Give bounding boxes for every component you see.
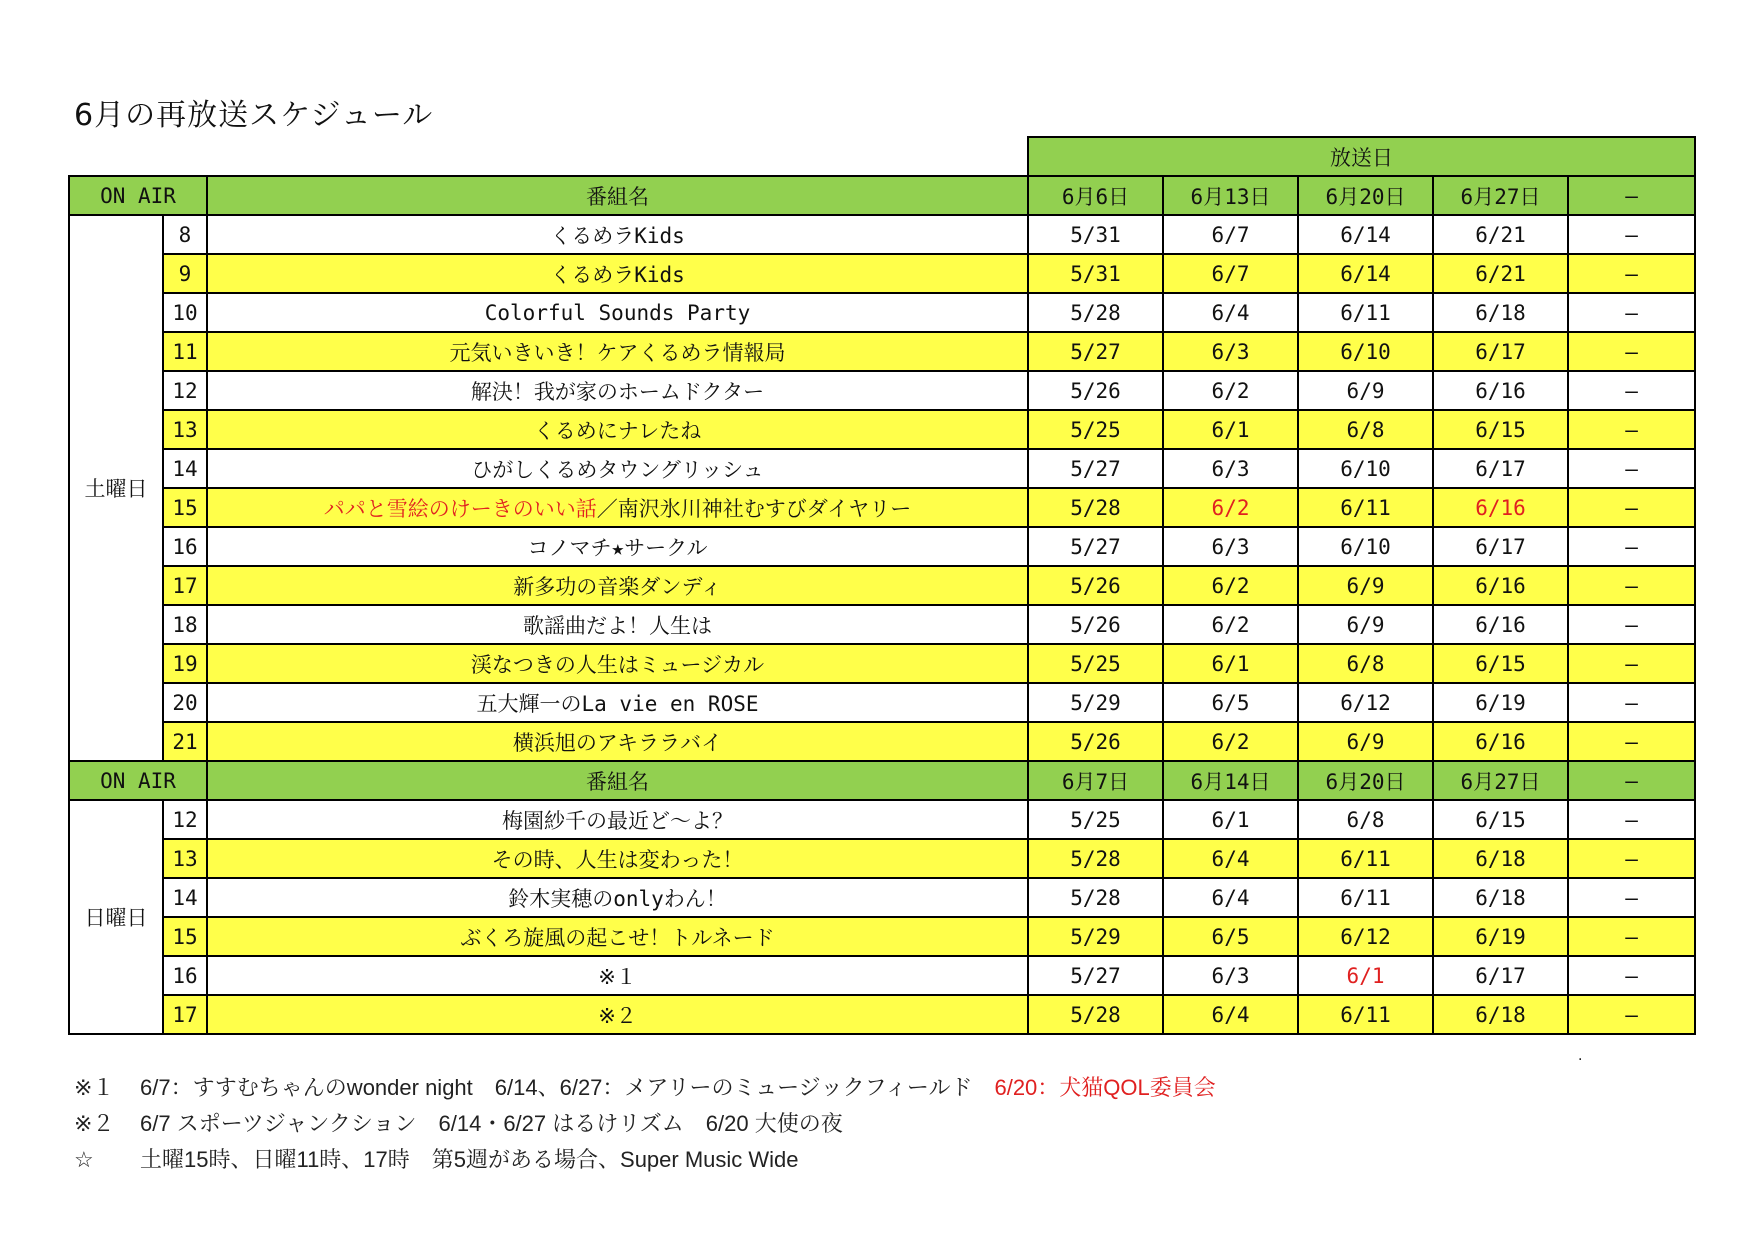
rebroadcast-date-cell: 6/12 xyxy=(1298,683,1433,722)
dash-cell: — xyxy=(1568,683,1695,722)
hour-cell: 13 xyxy=(163,410,207,449)
rebroadcast-date-cell: 5/27 xyxy=(1028,449,1163,488)
rebroadcast-date-cell: 6/11 xyxy=(1298,293,1433,332)
hour-cell: 18 xyxy=(163,605,207,644)
program-name-cell: コノマチ★サークル xyxy=(207,527,1028,566)
date-column-header: 6月7日 xyxy=(1028,761,1163,800)
hour-cell: 12 xyxy=(163,800,207,839)
date-column-header: 6月27日 xyxy=(1433,761,1568,800)
dash-cell: — xyxy=(1568,878,1695,917)
rebroadcast-date-cell: 6/2 xyxy=(1163,566,1298,605)
dash-cell: — xyxy=(1568,410,1695,449)
on-air-header: ON AIR xyxy=(69,761,207,800)
rebroadcast-date-cell: 6/21 xyxy=(1433,254,1568,293)
rebroadcast-date-cell: 6/16 xyxy=(1433,605,1568,644)
footnote-red-text: 6/20：犬猫QOL委員会 xyxy=(994,1075,1216,1100)
table-row xyxy=(69,683,1695,722)
hour-cell: 16 xyxy=(163,527,207,566)
dash-cell: — xyxy=(1568,839,1695,878)
footnote-mark: ※１ xyxy=(74,1075,115,1100)
rebroadcast-date-cell: 6/21 xyxy=(1433,215,1568,254)
rebroadcast-date-cell: 6/2 xyxy=(1163,488,1298,527)
rebroadcast-date-cell: 5/26 xyxy=(1028,722,1163,761)
rebroadcast-date-cell: 5/28 xyxy=(1028,995,1163,1034)
program-name-cell xyxy=(207,488,1028,527)
rebroadcast-date-cell: 6/9 xyxy=(1298,722,1433,761)
program-name-cell: くるめラKids xyxy=(207,215,1028,254)
broadcast-date-header: 放送日 xyxy=(1028,137,1695,176)
rebroadcast-date-cell: 6/7 xyxy=(1163,215,1298,254)
rebroadcast-date-cell: 6/19 xyxy=(1433,683,1568,722)
footnote-1 xyxy=(74,1070,1216,1106)
rebroadcast-date-cell: 6/3 xyxy=(1163,956,1298,995)
page-title: 6月の再放送スケジュール xyxy=(74,98,434,133)
table-row xyxy=(69,488,1695,527)
rebroadcast-date-cell: 6/15 xyxy=(1433,410,1568,449)
rebroadcast-date-cell: 6/9 xyxy=(1298,566,1433,605)
date-column-header: 6月20日 xyxy=(1298,176,1433,215)
rebroadcast-date-cell: 6/4 xyxy=(1163,839,1298,878)
rebroadcast-date-cell: 6/4 xyxy=(1163,878,1298,917)
rebroadcast-date-cell: 5/28 xyxy=(1028,878,1163,917)
schedule-table xyxy=(68,136,1696,1035)
rebroadcast-date-cell: 6/14 xyxy=(1298,254,1433,293)
program-name-cell: ※２ xyxy=(207,995,1028,1034)
rebroadcast-date-cell: 5/28 xyxy=(1028,488,1163,527)
date-column-header: 6月27日 xyxy=(1433,176,1568,215)
dash-cell: — xyxy=(1568,917,1695,956)
rebroadcast-date-cell: 6/2 xyxy=(1163,371,1298,410)
rebroadcast-date-cell: 6/9 xyxy=(1298,371,1433,410)
rebroadcast-date-cell: 6/2 xyxy=(1163,722,1298,761)
table-row xyxy=(69,644,1695,683)
rebroadcast-date-cell: 6/5 xyxy=(1163,917,1298,956)
rebroadcast-date-cell: 6/3 xyxy=(1163,332,1298,371)
rebroadcast-date-cell: 6/8 xyxy=(1298,410,1433,449)
on-air-header: ON AIR xyxy=(69,176,207,215)
dash-cell: — xyxy=(1568,488,1695,527)
dash-cell: — xyxy=(1568,566,1695,605)
rebroadcast-date-cell: 6/18 xyxy=(1433,878,1568,917)
table-row xyxy=(69,722,1695,761)
program-name-red: パパと雪絵のけーきのいい話 xyxy=(323,496,597,521)
rebroadcast-date-cell: 6/16 xyxy=(1433,371,1568,410)
hour-cell: 8 xyxy=(163,215,207,254)
hour-cell: 14 xyxy=(163,449,207,488)
rebroadcast-date-cell: 5/28 xyxy=(1028,839,1163,878)
dash-cell: — xyxy=(1568,956,1695,995)
program-name-cell: 新多功の音楽ダンディ xyxy=(207,566,1028,605)
saturday-day-label: 土曜日 xyxy=(69,215,163,761)
rebroadcast-date-cell: 6/17 xyxy=(1433,956,1568,995)
rebroadcast-date-cell: 6/16 xyxy=(1433,488,1568,527)
rebroadcast-date-cell: 5/31 xyxy=(1028,254,1163,293)
program-name-cell: 歌謡曲だよ！人生は xyxy=(207,605,1028,644)
rebroadcast-date-cell: 6/14 xyxy=(1298,215,1433,254)
rebroadcast-date-cell: 5/29 xyxy=(1028,683,1163,722)
footnote-text: 6/7：すすむちゃんのwonder night 6/14、6/27：メアリーのミュージックフィールド xyxy=(140,1075,995,1100)
date-column-header: 6月14日 xyxy=(1163,761,1298,800)
hour-cell: 17 xyxy=(163,566,207,605)
rebroadcast-date-cell: 6/10 xyxy=(1298,449,1433,488)
table-row xyxy=(69,995,1695,1034)
table-row xyxy=(69,449,1695,488)
table-row xyxy=(69,371,1695,410)
dash-cell: — xyxy=(1568,332,1695,371)
rebroadcast-date-cell: 5/25 xyxy=(1028,410,1163,449)
table-row xyxy=(69,956,1695,995)
stray-dot: . xyxy=(1578,1048,1583,1064)
hour-cell: 15 xyxy=(163,488,207,527)
table-row xyxy=(69,839,1695,878)
program-name-cell: ひがしくるめタウングリッシュ xyxy=(207,449,1028,488)
table-row xyxy=(69,605,1695,644)
rebroadcast-date-cell: 5/27 xyxy=(1028,956,1163,995)
footnote-3 xyxy=(74,1142,1216,1178)
dash-header: — xyxy=(1568,176,1695,215)
program-name-cell: その時、人生は変わった！ xyxy=(207,839,1028,878)
program-name-cell: 五大輝一のLa vie en ROSE xyxy=(207,683,1028,722)
table-row xyxy=(69,410,1695,449)
date-column-header: 6月20日 xyxy=(1298,761,1433,800)
rebroadcast-date-cell: 6/17 xyxy=(1433,449,1568,488)
rebroadcast-date-cell: 6/18 xyxy=(1433,995,1568,1034)
rebroadcast-date-cell: 6/12 xyxy=(1298,917,1433,956)
sunday-day-label: 日曜日 xyxy=(69,800,163,1034)
dash-header: — xyxy=(1568,761,1695,800)
rebroadcast-date-cell: 6/4 xyxy=(1163,293,1298,332)
hour-cell: 20 xyxy=(163,683,207,722)
rebroadcast-date-cell: 6/11 xyxy=(1298,995,1433,1034)
table-row xyxy=(69,878,1695,917)
table-row xyxy=(69,917,1695,956)
table-row xyxy=(69,293,1695,332)
hour-cell: 17 xyxy=(163,995,207,1034)
program-name-cell: くるめにナレたね xyxy=(207,410,1028,449)
program-name-cell: Colorful Sounds Party xyxy=(207,293,1028,332)
rebroadcast-date-cell: 6/9 xyxy=(1298,605,1433,644)
rebroadcast-date-cell: 6/3 xyxy=(1163,527,1298,566)
rebroadcast-date-cell: 6/1 xyxy=(1163,410,1298,449)
footnote-text: 土曜15時、日曜11時、17時 第5週がある場合、Super Music Wide xyxy=(140,1147,799,1172)
dash-cell: — xyxy=(1568,605,1695,644)
rebroadcast-date-cell: 6/8 xyxy=(1298,800,1433,839)
rebroadcast-date-cell: 6/18 xyxy=(1433,839,1568,878)
rebroadcast-date-cell: 5/31 xyxy=(1028,215,1163,254)
rebroadcast-date-cell: 6/5 xyxy=(1163,683,1298,722)
rebroadcast-date-cell: 5/25 xyxy=(1028,644,1163,683)
rebroadcast-date-cell: 6/10 xyxy=(1298,332,1433,371)
rebroadcast-date-cell: 6/11 xyxy=(1298,839,1433,878)
rebroadcast-date-cell: 6/1 xyxy=(1163,644,1298,683)
footnote-text: 6/7 スポーツジャンクション 6/14・6/27 はるけリズム 6/20 大使の夜 xyxy=(140,1111,843,1136)
rebroadcast-date-cell: 5/25 xyxy=(1028,800,1163,839)
hour-cell: 16 xyxy=(163,956,207,995)
rebroadcast-date-cell: 5/28 xyxy=(1028,293,1163,332)
dash-cell: — xyxy=(1568,449,1695,488)
rebroadcast-date-cell: 5/27 xyxy=(1028,527,1163,566)
rebroadcast-date-cell: 6/17 xyxy=(1433,527,1568,566)
rebroadcast-date-cell: 6/10 xyxy=(1298,527,1433,566)
dash-cell: — xyxy=(1568,644,1695,683)
rebroadcast-date-cell: 5/29 xyxy=(1028,917,1163,956)
program-name-cell: 横浜旭のアキララバイ xyxy=(207,722,1028,761)
rebroadcast-date-cell: 5/27 xyxy=(1028,332,1163,371)
program-name-cell: ※１ xyxy=(207,956,1028,995)
rebroadcast-date-cell: 5/26 xyxy=(1028,371,1163,410)
program-name-cell: 鈴木実穂のonlyわん！ xyxy=(207,878,1028,917)
table-row xyxy=(69,566,1695,605)
hour-cell: 19 xyxy=(163,644,207,683)
hour-cell: 12 xyxy=(163,371,207,410)
dash-cell: — xyxy=(1568,215,1695,254)
rebroadcast-date-cell: 6/15 xyxy=(1433,644,1568,683)
program-name-cell: 渓なつきの人生はミュージカル xyxy=(207,644,1028,683)
footnote-mark: ※２ xyxy=(74,1111,115,1136)
program-name-header: 番組名 xyxy=(207,176,1028,215)
rebroadcast-date-cell: 6/3 xyxy=(1163,449,1298,488)
dash-cell: — xyxy=(1568,371,1695,410)
hour-cell: 21 xyxy=(163,722,207,761)
hour-cell: 9 xyxy=(163,254,207,293)
rebroadcast-date-cell: 6/4 xyxy=(1163,995,1298,1034)
footnote-2 xyxy=(74,1106,1216,1142)
rebroadcast-date-cell: 5/26 xyxy=(1028,605,1163,644)
program-name-cell: ぶくろ旋風の起こせ！トルネード xyxy=(207,917,1028,956)
date-column-header: 6月6日 xyxy=(1028,176,1163,215)
rebroadcast-date-cell: 6/19 xyxy=(1433,917,1568,956)
rebroadcast-date-cell: 6/16 xyxy=(1433,722,1568,761)
dash-cell: — xyxy=(1568,293,1695,332)
footnote-mark: ☆ xyxy=(74,1147,94,1172)
rebroadcast-date-cell: 6/15 xyxy=(1433,800,1568,839)
table-row xyxy=(69,800,1695,839)
hour-cell: 13 xyxy=(163,839,207,878)
rebroadcast-date-cell: 6/1 xyxy=(1298,956,1433,995)
dash-cell: — xyxy=(1568,995,1695,1034)
program-name-header: 番組名 xyxy=(207,761,1028,800)
table-row xyxy=(69,215,1695,254)
hour-cell: 15 xyxy=(163,917,207,956)
footnotes xyxy=(74,1070,1216,1178)
rebroadcast-date-cell: 6/18 xyxy=(1433,293,1568,332)
rebroadcast-date-cell: 6/7 xyxy=(1163,254,1298,293)
dash-cell: — xyxy=(1568,254,1695,293)
program-name-cell: 解決！我が家のホームドクター xyxy=(207,371,1028,410)
rebroadcast-date-cell: 6/16 xyxy=(1433,566,1568,605)
rebroadcast-date-cell: 6/11 xyxy=(1298,878,1433,917)
date-column-header: 6月13日 xyxy=(1163,176,1298,215)
hour-cell: 14 xyxy=(163,878,207,917)
rebroadcast-date-cell: 6/11 xyxy=(1298,488,1433,527)
table-row xyxy=(69,254,1695,293)
hour-cell: 10 xyxy=(163,293,207,332)
program-name-rest: ／南沢氷川神社むすびダイヤリー xyxy=(596,496,912,521)
rebroadcast-date-cell: 6/2 xyxy=(1163,605,1298,644)
rebroadcast-date-cell: 6/1 xyxy=(1163,800,1298,839)
table-row xyxy=(69,332,1695,371)
program-name-cell: 元気いきいき！ケアくるめラ情報局 xyxy=(207,332,1028,371)
dash-cell: — xyxy=(1568,800,1695,839)
dash-cell: — xyxy=(1568,527,1695,566)
dash-cell: — xyxy=(1568,722,1695,761)
table-row xyxy=(69,527,1695,566)
program-name-cell: くるめラKids xyxy=(207,254,1028,293)
hour-cell: 11 xyxy=(163,332,207,371)
rebroadcast-date-cell: 6/17 xyxy=(1433,332,1568,371)
program-name-cell: 梅園紗千の最近ど～よ？ xyxy=(207,800,1028,839)
rebroadcast-date-cell: 6/8 xyxy=(1298,644,1433,683)
header-spacer xyxy=(69,137,1028,176)
rebroadcast-date-cell: 5/26 xyxy=(1028,566,1163,605)
